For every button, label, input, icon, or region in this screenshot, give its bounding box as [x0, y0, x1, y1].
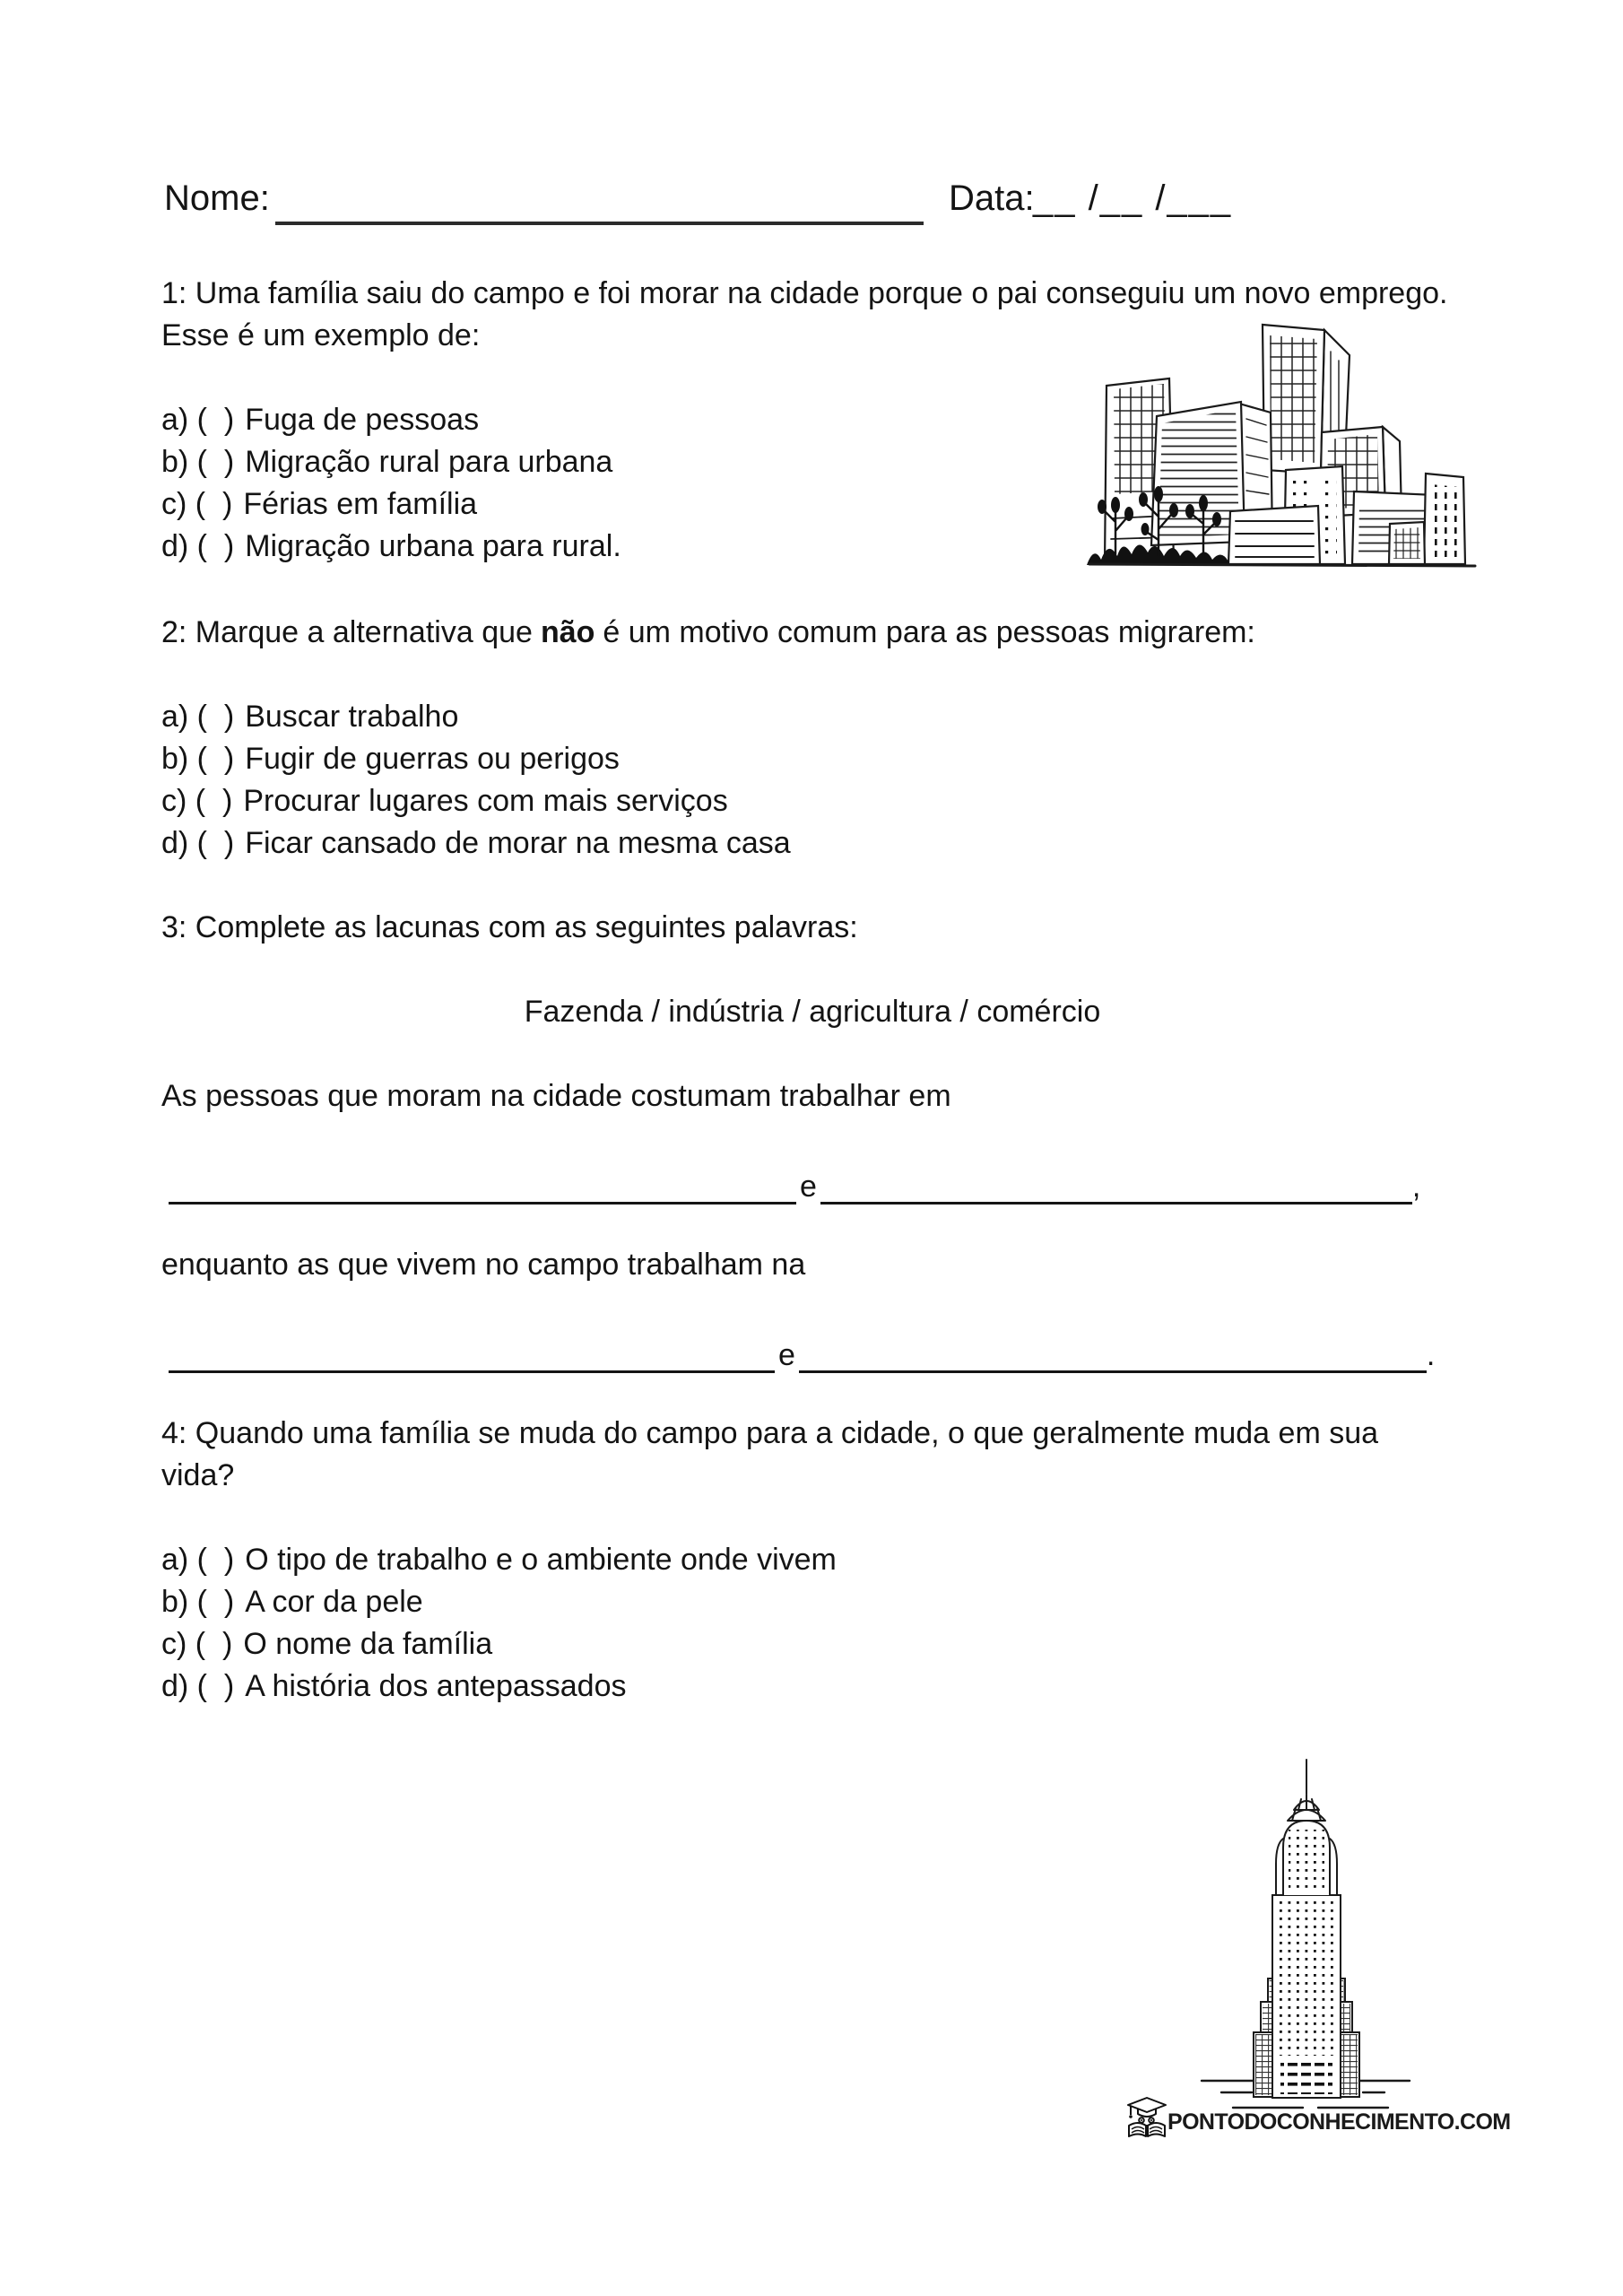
question-3-sentence-2: enquanto as que vivem no campo trabalham na: [161, 1248, 806, 1282]
option-row: [161, 1623, 837, 1665]
option-label: Férias em família: [243, 487, 478, 521]
question-3-sentence-1: As pessoas que moram na cidade costumam trabalhar em: [161, 1079, 951, 1113]
question-2-options: [161, 696, 791, 865]
site-name: PONTODOCONHECIMENTO.COM: [1167, 2109, 1511, 2135]
question-1-line1: 1: Uma família saiu do campo e foi morar na cidade porque o pai conseguiu um novo emprego.: [161, 276, 1448, 310]
fill-in-row-1: [169, 1162, 1420, 1205]
question-1-line2: Esse é um exemplo de:: [161, 318, 481, 352]
option-marker: c) ( ): [161, 487, 233, 521]
option-row: [161, 399, 621, 441]
option-row: [161, 526, 621, 568]
graduate-book-logo-icon: [1126, 2095, 1167, 2138]
connector-e: e: [800, 1170, 817, 1204]
option-marker: a) ( ): [161, 700, 235, 734]
city-skyline-illustration: [1087, 316, 1488, 576]
blank-line: [820, 1161, 1412, 1205]
option-row: [161, 1581, 837, 1623]
option-label: Fugir de guerras ou perigos: [245, 742, 620, 776]
question-4-options: [161, 1539, 837, 1708]
name-label: Nome:: [164, 178, 270, 218]
option-label: O tipo de trabalho e o ambiente onde vivem: [245, 1543, 837, 1577]
connector-e: e: [778, 1338, 795, 1372]
blank-line: [169, 1161, 796, 1205]
option-row: [161, 1539, 837, 1581]
option-marker: a) ( ): [161, 1543, 235, 1577]
skyscraper-illustration: [1193, 1754, 1417, 2122]
option-row: [161, 441, 621, 483]
question-3-heading: 3: Complete as lacunas com as seguintes palavras:: [161, 910, 858, 944]
fill-in-row-2: [169, 1331, 1435, 1373]
question-4-line1: 4: Quando uma família se muda do campo para a cidade, o que geralmente muda em sua: [161, 1416, 1379, 1450]
option-marker: a) ( ): [161, 403, 235, 437]
option-label: O nome da família: [243, 1627, 493, 1661]
option-marker: c) ( ): [161, 784, 233, 818]
option-marker: b) ( ): [161, 742, 235, 776]
option-marker: d) ( ): [161, 1669, 235, 1703]
blank-line: [169, 1330, 775, 1373]
option-marker: d) ( ): [161, 826, 235, 860]
blank-line: [799, 1330, 1427, 1373]
question-4-line2: vida?: [161, 1458, 235, 1492]
option-label: Fuga de pessoas: [245, 403, 480, 437]
name-blank-line: [275, 222, 924, 225]
punctuation: ,: [1411, 1170, 1421, 1204]
option-label: A cor da pele: [245, 1585, 423, 1619]
option-row: [161, 738, 791, 780]
option-label: A história dos antepassados: [245, 1669, 627, 1703]
question-1-options: [161, 399, 621, 568]
question-2-text-bold: não: [540, 615, 595, 649]
option-label: Migração urbana para rural.: [245, 529, 621, 563]
option-marker: c) ( ): [161, 1627, 233, 1661]
question-2-text-pre: 2: Marque a alternativa que: [161, 615, 533, 649]
option-marker: d) ( ): [161, 529, 235, 563]
option-label: Buscar trabalho: [245, 700, 459, 734]
option-marker: b) ( ): [161, 1585, 235, 1619]
date-label: Data:: [949, 178, 1035, 218]
option-label: Ficar cansado de morar na mesma casa: [245, 826, 791, 860]
option-row: [161, 483, 621, 526]
option-label: Migração rural para urbana: [245, 445, 613, 479]
question-2: [161, 612, 1524, 654]
option-row: [161, 1665, 837, 1708]
date-blank: __ /__ /___: [1033, 178, 1233, 218]
option-row: [161, 822, 791, 865]
option-row: [161, 780, 791, 822]
word-bank: Fazenda / indústria / agricultura / comércio: [524, 995, 1101, 1029]
option-marker: b) ( ): [161, 445, 235, 479]
option-row: [161, 696, 791, 738]
question-4: [161, 1413, 1524, 1497]
punctuation: .: [1426, 1338, 1436, 1372]
question-2-text-post: é um motivo comum para as pessoas migrarem:: [603, 615, 1255, 649]
option-label: Procurar lugares com mais serviços: [243, 784, 728, 818]
